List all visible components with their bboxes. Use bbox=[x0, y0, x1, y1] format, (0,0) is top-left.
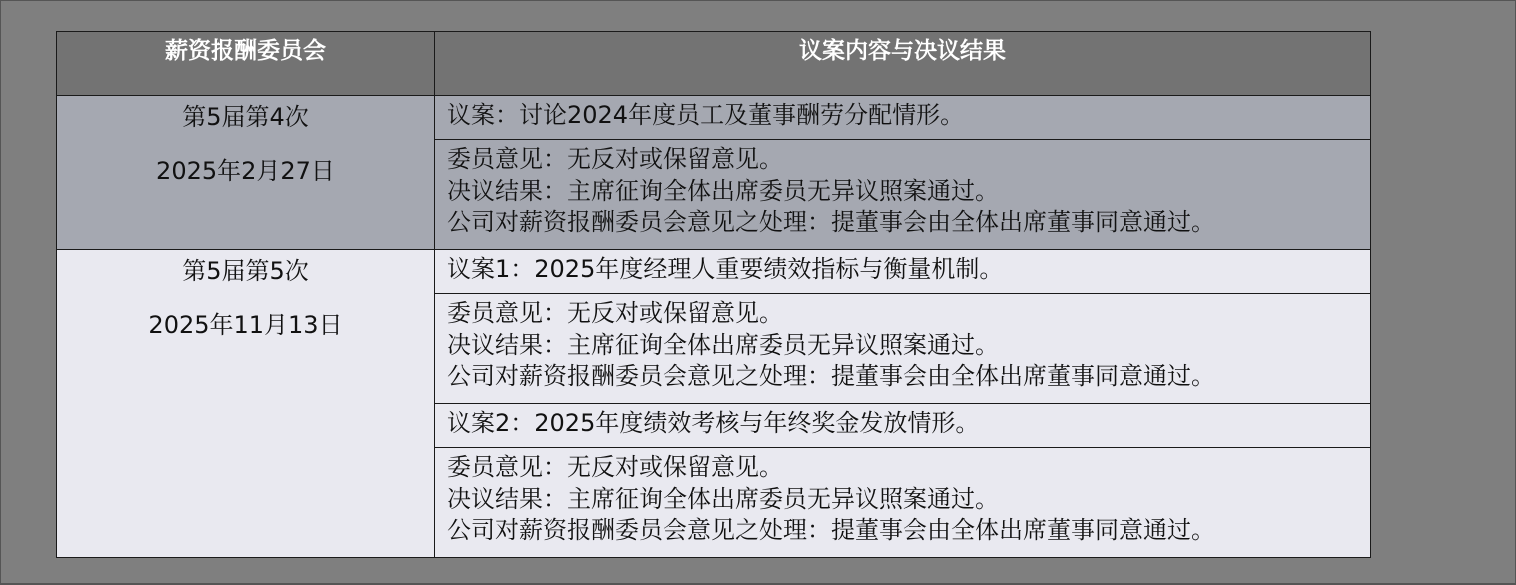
meeting-date: 2025年2月27日 bbox=[156, 156, 335, 185]
table-row bbox=[57, 96, 1371, 140]
resolution-result: 决议结果：主席征询全体出席委员无异议照案通过。 bbox=[447, 330, 999, 359]
table-row bbox=[57, 250, 1371, 294]
resolutions-table bbox=[56, 31, 1371, 558]
proposal-text: 议案2：2025年度绩效考核与年终奖金发放情形。 bbox=[435, 404, 1371, 448]
header-content: 议案内容与决议结果 bbox=[435, 32, 1371, 96]
meeting-cell bbox=[57, 250, 435, 558]
company-handling: 公司对薪资报酬委员会意见之处理：提董事会由全体出席董事同意通过。 bbox=[447, 516, 1215, 545]
opinion-cell bbox=[435, 140, 1371, 250]
company-handling: 公司对薪资报酬委员会意见之处理：提董事会由全体出席董事同意通过。 bbox=[447, 362, 1215, 391]
meeting-session: 第5届第5次 bbox=[182, 257, 309, 285]
header-committee: 薪资报酬委员会 bbox=[57, 32, 435, 96]
meeting-cell bbox=[57, 96, 435, 250]
proposal-text: 议案1：2025年度经理人重要绩效指标与衡量机制。 bbox=[435, 250, 1371, 294]
meeting-date: 2025年11月13日 bbox=[148, 310, 343, 339]
committee-opinion: 委员意见：无反对或保留意见。 bbox=[447, 299, 783, 327]
table-header-row bbox=[57, 32, 1371, 96]
resolution-result: 决议结果：主席征询全体出席委员无异议照案通过。 bbox=[447, 484, 999, 513]
proposal-text: 议案：讨论2024年度员工及董事酬劳分配情形。 bbox=[435, 96, 1371, 140]
opinion-cell bbox=[435, 294, 1371, 404]
meeting-session: 第5届第4次 bbox=[182, 103, 309, 131]
resolution-result: 决议结果：主席征询全体出席委员无异议照案通过。 bbox=[447, 176, 999, 205]
company-handling: 公司对薪资报酬委员会意见之处理：提董事会由全体出席董事同意通过。 bbox=[447, 208, 1215, 237]
committee-opinion: 委员意见：无反对或保留意见。 bbox=[447, 453, 783, 481]
opinion-cell bbox=[435, 448, 1371, 558]
committee-opinion: 委员意见：无反对或保留意见。 bbox=[447, 145, 783, 173]
